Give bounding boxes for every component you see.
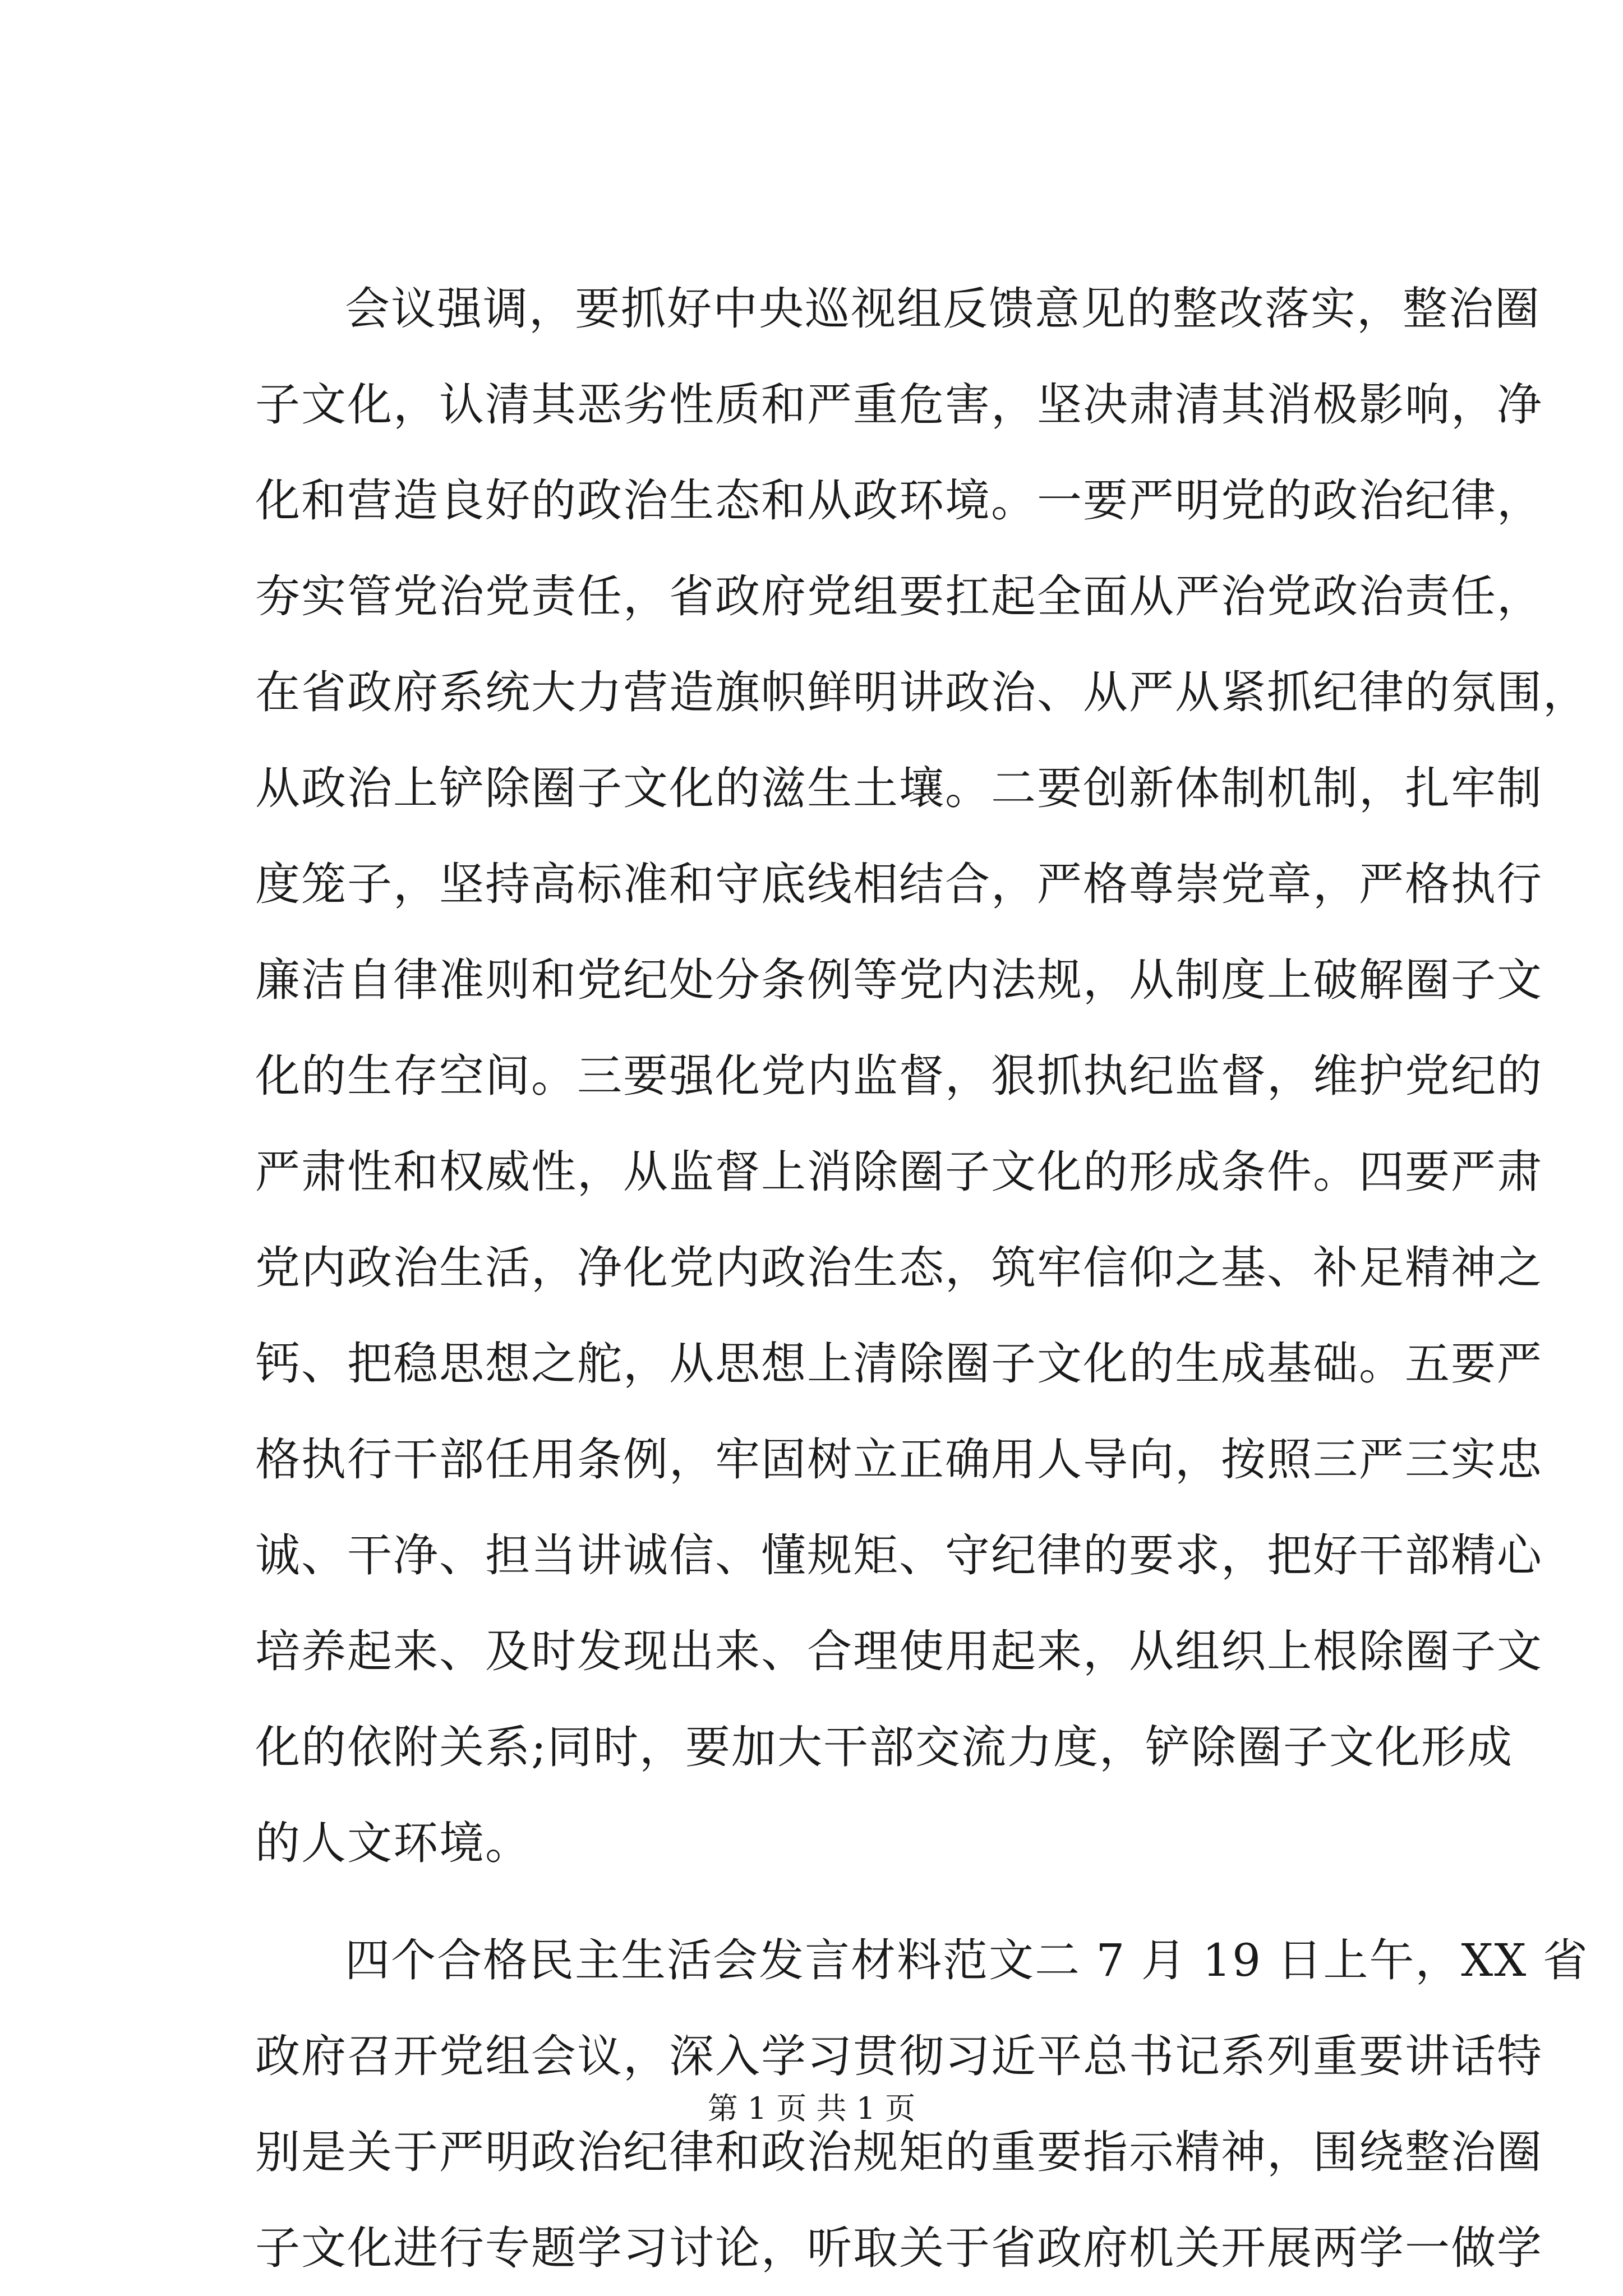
text-line: 政府召开党组会议，深入学习贯彻习近平总书记系列重要讲话特 <box>255 2030 1543 2082</box>
text-line: 从政治上铲除圈子文化的滋生土壤。二要创新体制机制，扎牢制 <box>255 762 1543 814</box>
text-line: 培养起来、及时发现出来、合理使用起来，从组织上根除圈子文 <box>255 1625 1543 1677</box>
page-footer <box>0 2089 1623 2128</box>
text-line: 化的生存空间。三要强化党内监督，狠抓执纪监督，维护党纪的 <box>255 1050 1543 1102</box>
paragraph-1 <box>255 261 1589 1891</box>
text-line: 子文化，认清其恶劣性质和严重危害，坚决肃清其消极影响，净 <box>255 379 1543 431</box>
text-line: 夯实管党治党责任，省政府党组要扛起全面从严治党政治责任， <box>255 570 1543 623</box>
text-line: 严肃性和权威性，从监督上消除圈子文化的形成条件。四要严肃 <box>255 1146 1543 1198</box>
page-number-label: 第 1 页 共 1 页 <box>707 2091 916 2126</box>
text-line: 四个合格民主生活会发言材料范文二 7 月 19 日上午，XX 省 <box>345 1934 1589 1986</box>
text-line: 廉洁自律准则和党纪处分条例等党内法规，从制度上破解圈子文 <box>255 954 1543 1006</box>
text-line: 格执行干部任用条例，牢固树立正确用人导向，按照三严三实忠 <box>255 1433 1543 1486</box>
text-line: 度笼子，坚持高标准和守底线相结合，严格尊崇党章，严格执行 <box>255 858 1543 910</box>
text-line: 化的依附关系;同时，要加大干部交流力度，铲除圈子文化形成 <box>255 1721 1513 1773</box>
text-line: 化和营造良好的政治生态和从政环境。一要严明党的政治纪律， <box>255 474 1543 527</box>
text-line: 诚、干净、担当讲诚信、懂规矩、守纪律的要求，把好干部精心 <box>255 1529 1543 1582</box>
paragraph-spacer <box>255 1891 1422 1912</box>
text-line: 在省政府系统大力营造旗帜鲜明讲政治、从严从紧抓纪律的氛围， <box>255 666 1589 718</box>
text-line: 子文化进行专题学习讨论，听取关于省政府机关开展两学一做学 <box>255 2222 1543 2274</box>
text-line: 钙、把稳思想之舵，从思想上清除圈子文化的生成基础。五要严 <box>255 1338 1543 1390</box>
text-line: 的人文环境。 <box>255 1817 531 1869</box>
text-line: 党内政治生活，净化党内政治生态，筑牢信仰之基、补足精神之 <box>255 1242 1543 1294</box>
text-line: 会议强调，要抓好中央巡视组反馈意见的整改落实，整治圈 <box>345 283 1541 335</box>
document-body <box>255 261 1589 2296</box>
text-line: 别是关于严明政治纪律和政治规矩的重要指示精神，围绕整治圈 <box>255 2126 1543 2178</box>
